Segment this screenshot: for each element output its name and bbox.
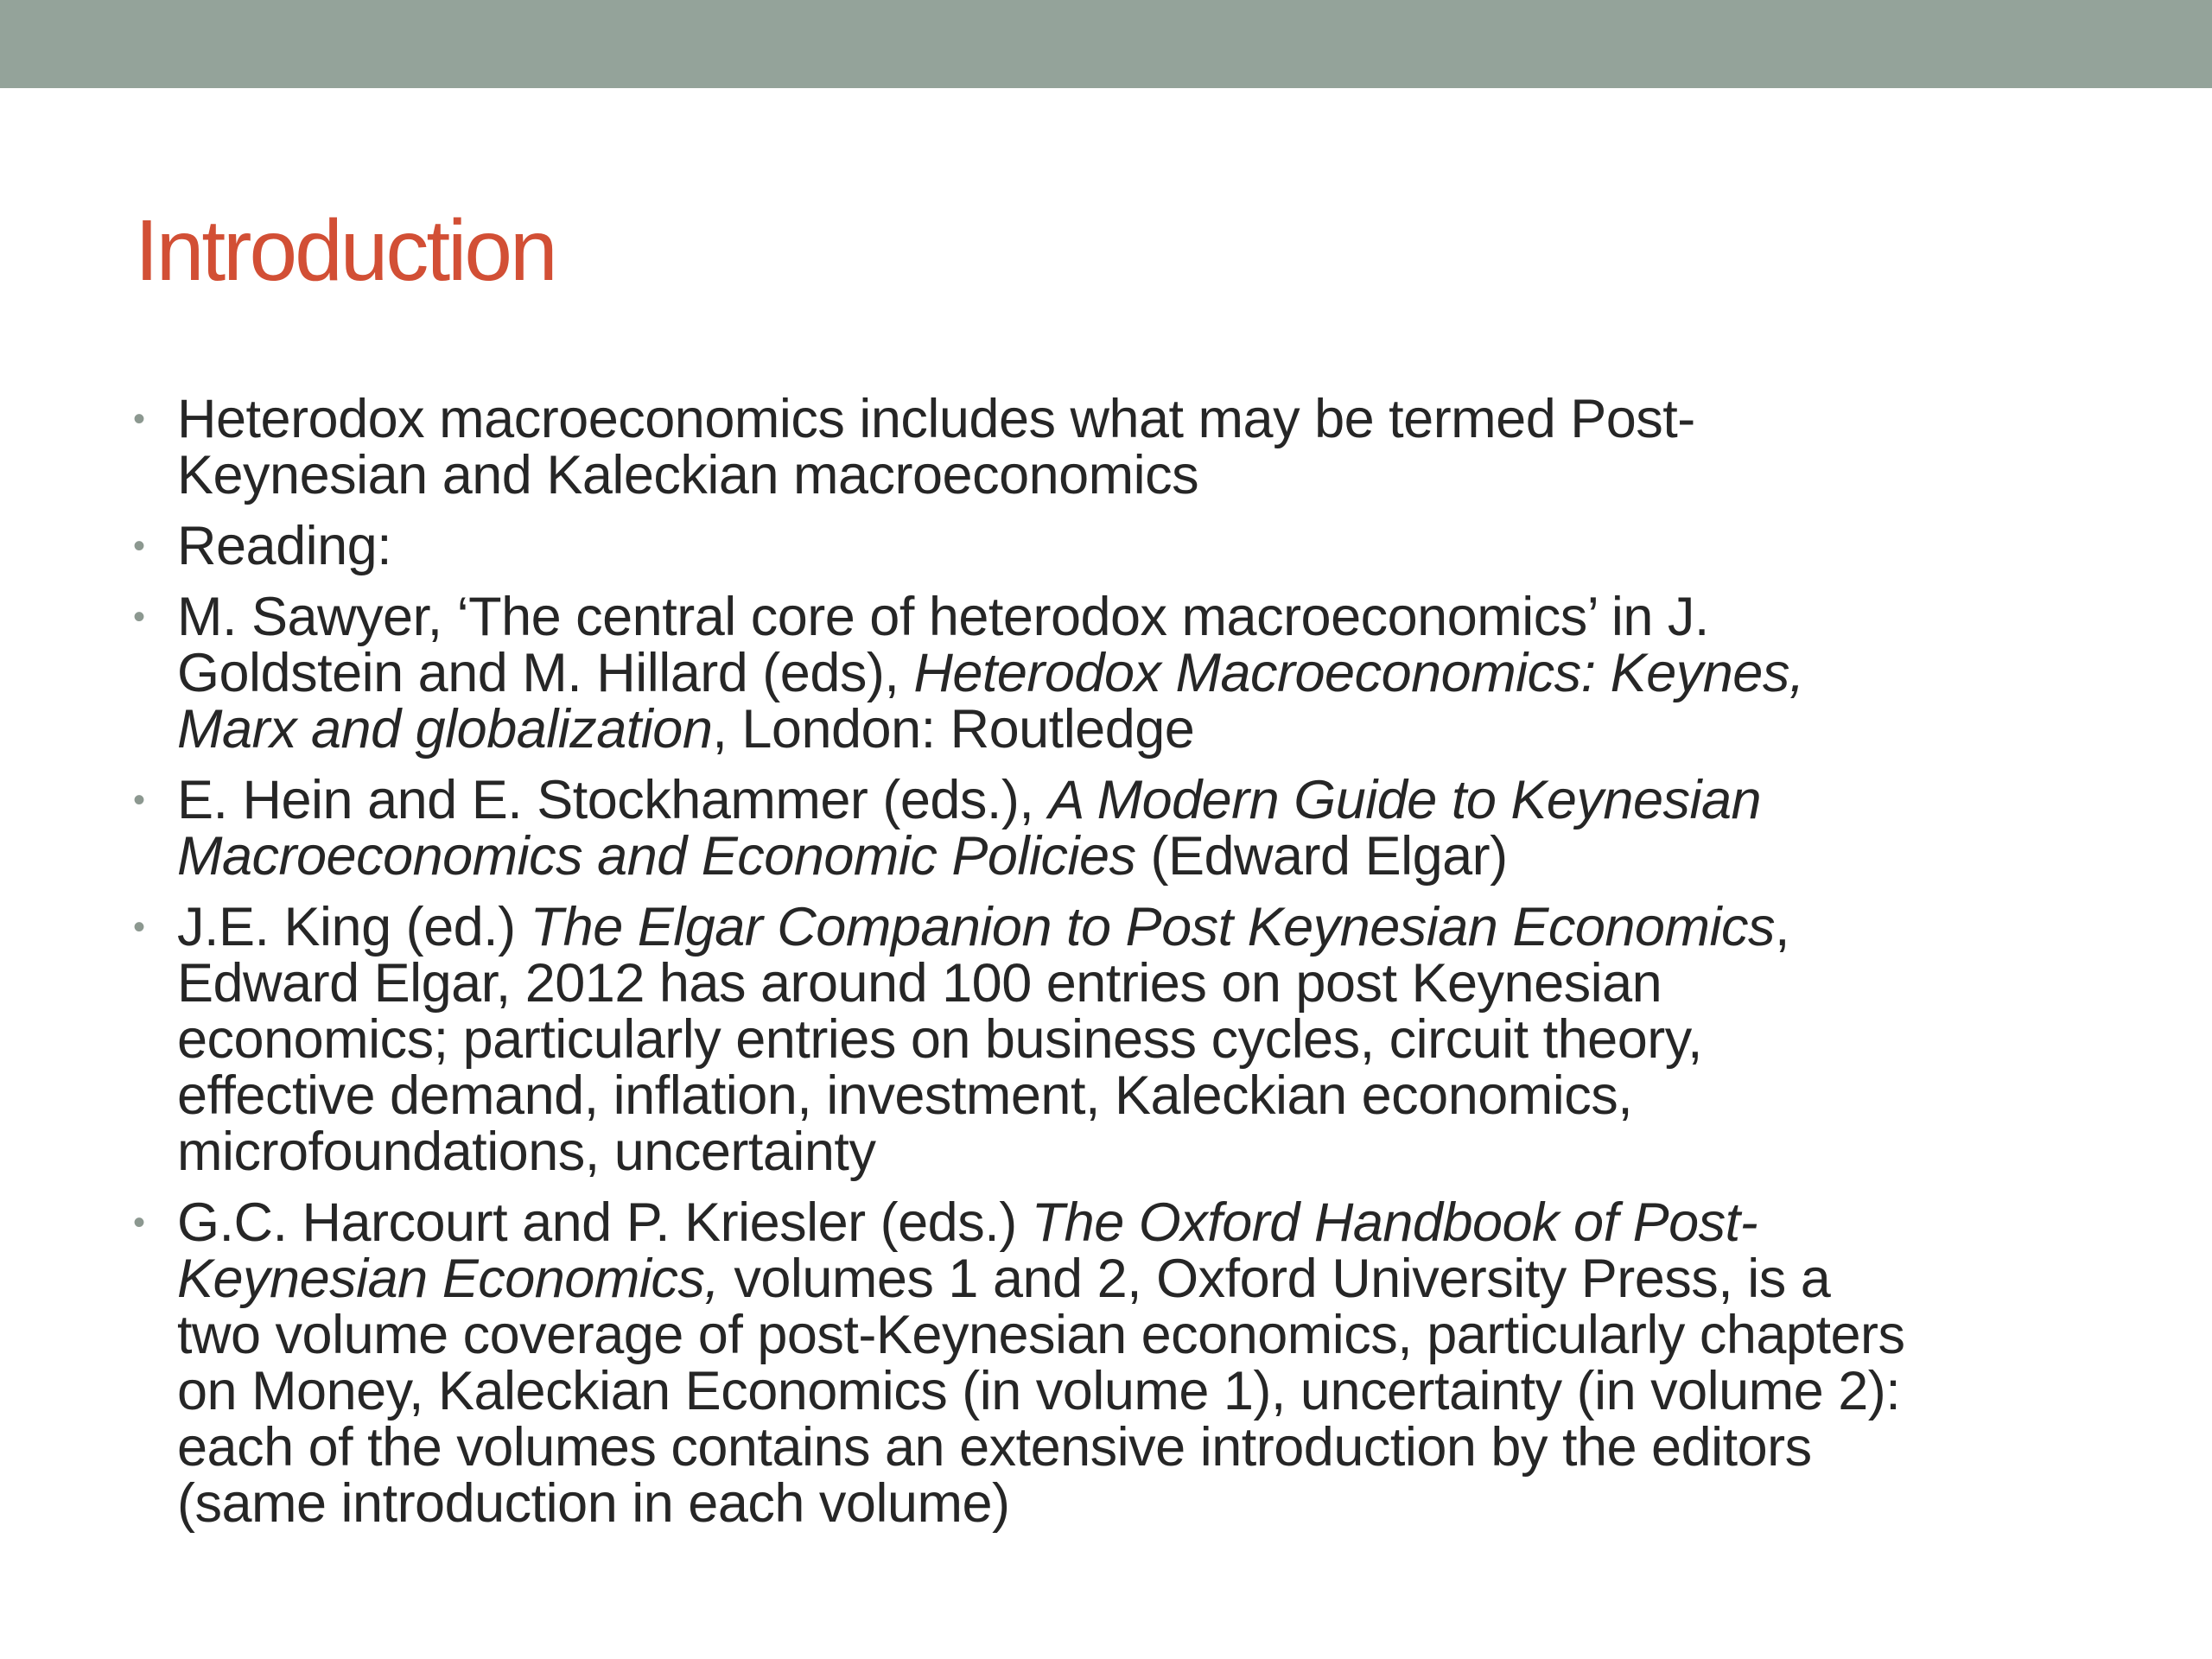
bullet-text: each of the volumes contains an extensive introduction by the editors <box>177 1417 1812 1478</box>
bullet-line <box>177 518 2212 575</box>
italic-title-text: The Elgar Companion to Post Keynesian Economics <box>530 897 1775 957</box>
bullet-text: M. Sawyer, ‘The central core of heterodox macroeconomics’ in J. <box>177 587 1709 647</box>
bullet-text: two volume coverage of post-Keynesian economics, particularly chapters <box>177 1305 1905 1365</box>
bullet-text: (same introduction in each volume) <box>177 1473 1010 1534</box>
bullet-line <box>177 391 2212 448</box>
bullet-line <box>177 1473 2212 1534</box>
bullet-text: microfoundations, uncertainty <box>177 1122 876 1182</box>
bullet-line <box>177 1065 2212 1126</box>
bullet-item <box>0 772 2212 885</box>
bullet-item <box>0 518 2212 575</box>
bullet-item <box>0 391 2212 504</box>
bullet-item <box>0 589 2212 758</box>
bullet-text: (Edward Elgar) <box>1135 826 1508 887</box>
top-band <box>0 0 2212 88</box>
bullet-text: Heterodox macroeconomics includes what may be termed Post- <box>177 389 1695 449</box>
bullet-item <box>0 899 2212 1180</box>
bullet-text: effective demand, inflation, investment, Kaleckian economics, <box>177 1065 1633 1126</box>
bullet-item <box>0 1192 2212 1534</box>
italic-title-text: Macroeconomics and Economic Policies <box>177 826 1136 887</box>
bullet-text: volumes 1 and 2, Oxford University Press, is a <box>719 1249 1831 1309</box>
bullet-marker: • <box>133 781 145 819</box>
bullet-line <box>177 589 2212 645</box>
italic-title-text: Marx and globalization <box>177 699 713 760</box>
bullet-line <box>177 1417 2212 1478</box>
bullet-line <box>177 772 2212 829</box>
bullet-marker: • <box>133 598 145 636</box>
bullet-line <box>177 1307 2212 1363</box>
bullet-marker: • <box>133 400 145 438</box>
bullet-text: , <box>1774 897 1789 957</box>
italic-title-text: The Oxford Handbook of Post- <box>1031 1192 1758 1253</box>
bullet-line <box>177 899 2212 956</box>
bullet-text: J.E. King (ed.) <box>177 897 531 957</box>
bullet-text: Keynesian and Kaleckian macroeconomics <box>177 445 1199 505</box>
bullet-text: E. Hein and E. Stockhammer (eds.), <box>177 770 1049 830</box>
bullet-line <box>177 445 2212 505</box>
bullet-list <box>0 391 2212 1547</box>
bullet-marker: • <box>133 908 145 946</box>
bullet-marker: • <box>133 527 145 565</box>
bullet-line <box>177 1363 2212 1420</box>
slide-title: Introduction <box>135 202 556 299</box>
bullet-marker: • <box>133 1204 145 1242</box>
italic-title-text: Heterodox Macroeconomics: Keynes, <box>913 643 1804 703</box>
bullet-text: on Money, Kaleckian Economics (in volume 1), uncertainty (in volume 2): <box>177 1361 1901 1421</box>
italic-title-text: A Modern Guide to Keynesian <box>1048 770 1762 830</box>
bullet-text: Goldstein and M. Hillard (eds), <box>177 643 914 703</box>
bullet-text: , London: Routledge <box>712 699 1195 760</box>
bullet-text: economics; particularly entries on business cycles, circuit theory, <box>177 1009 1703 1070</box>
bullet-text: Reading: <box>177 516 392 576</box>
bullet-line <box>177 1124 2212 1180</box>
bullet-line <box>177 699 2212 760</box>
bullet-line <box>177 826 2212 887</box>
bullet-text: Edward Elgar, 2012 has around 100 entries on post Keynesian <box>177 953 1662 1014</box>
bullet-line <box>177 953 2212 1014</box>
bullet-text: G.C. Harcourt and P. Kriesler (eds.) <box>177 1192 1032 1253</box>
bullet-line <box>177 1251 2212 1307</box>
bullet-line <box>177 1009 2212 1070</box>
italic-title-text: Keynesian Economics, <box>177 1249 720 1309</box>
bullet-line <box>177 645 2212 702</box>
bullet-line <box>177 1192 2212 1253</box>
